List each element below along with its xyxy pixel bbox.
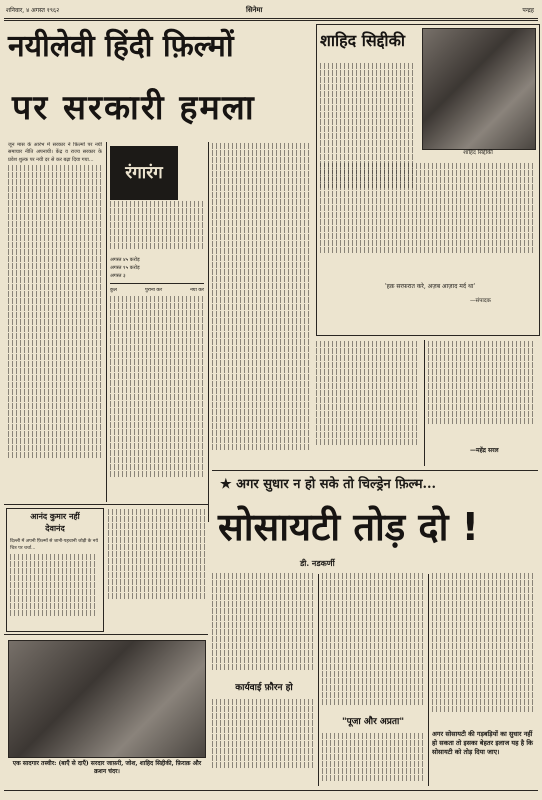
masthead-section: सिनेमा xyxy=(246,5,263,14)
column-logo-text: रंगारंग xyxy=(125,163,163,183)
masthead-page: पन्द्रह xyxy=(522,7,534,14)
article-middle-lower xyxy=(108,508,206,608)
article-middle xyxy=(212,142,312,522)
society-col-1-lower xyxy=(212,698,314,784)
headline-line-2: पर सरकारी हमला xyxy=(12,88,256,128)
group-photo xyxy=(8,640,206,758)
article-left-lead xyxy=(8,142,102,500)
society-col-1 xyxy=(212,572,314,682)
finance-header-2: पुराना कर xyxy=(145,288,163,293)
masthead xyxy=(6,4,536,18)
society-byline: डी. नडकर्णी xyxy=(300,558,335,568)
finance-row-1: अगस्त ४५ करोड़ xyxy=(110,257,140,263)
side-box-subtitle: देवानंद xyxy=(45,524,65,533)
headline-line-1: नयीलेवी हिंदी फ़िल्मों xyxy=(8,29,234,64)
writer-photo xyxy=(422,28,536,150)
subhead-puja: "पूजा और अप्रता" xyxy=(341,717,405,727)
writer-box-text-2 xyxy=(320,162,534,274)
article-right-b xyxy=(428,340,536,440)
article-left-lead-text: जून मास के आरंभ में सरकार ने फ़िल्मों पर नयी समाचार नीति अपनायी। केंद्र व राज्य सरकार के प्रवेश शुल्क पर नयी दर से कर बढ़ा दिया गया... xyxy=(8,142,102,163)
masthead-date: शनिवार, ४ अगस्त १९६२ xyxy=(6,7,60,14)
subhead-action: कार्यवाई फ़ौरन हो xyxy=(235,683,293,693)
writer-quote: 'हक़ सरफ़रात करे, अज़ब आज़ाद मर्द था' xyxy=(384,283,476,290)
writer-photo-caption: शाहिद सिद्दीकी xyxy=(463,150,493,156)
society-pre: ★ अगर सुधार न हो सके तो चिल्ड्रेन फ़िल्म... xyxy=(220,477,437,492)
finance-table xyxy=(110,256,204,478)
writer-quote-attr: —संपादक xyxy=(470,298,491,304)
finance-row-3: अगस्त ३ xyxy=(110,273,126,279)
article-right-a xyxy=(316,340,420,464)
side-box-text xyxy=(10,538,98,626)
column-logo xyxy=(110,146,178,200)
finance-header-3: नया कर xyxy=(190,288,204,293)
side-box-text-lead: दिल्ली में अपनी फ़िल्मों से जानी-पहचानी जोड़ी के नये चित्र पर चर्चा... xyxy=(10,539,98,552)
society-col-3 xyxy=(432,572,536,732)
society-col-2 xyxy=(322,572,424,720)
society-col-2-lower xyxy=(322,732,424,786)
finance-header-1: कुल xyxy=(110,288,117,293)
signature-middle: —महेंद्र सरल xyxy=(470,447,499,454)
closing-right: अगर सोसायटी की गड़बड़ियों का सुधार नहीं हो सकता तो इसका बेहतर इलाज यह है कि सोसायटी को तोड़ दिया जाए। xyxy=(432,730,533,756)
bottom-caption: एक सादगार तस्वीर: (बाएँ से दाएँ) सरदार जाफ़री, जोश, शाहिद सिद्दीकी, फ़िराक़ और क्रशन चंदर। xyxy=(12,760,202,775)
finance-intro xyxy=(110,200,204,258)
writer-name: शाहिद सिद्दीकी xyxy=(320,31,406,50)
society-headline: सोसायटी तोड़ दो ! xyxy=(218,505,479,549)
side-box-title: आनंद कुमार नहीं xyxy=(30,512,80,521)
finance-row-2: अगस्त १५ करोड़ xyxy=(110,265,140,271)
